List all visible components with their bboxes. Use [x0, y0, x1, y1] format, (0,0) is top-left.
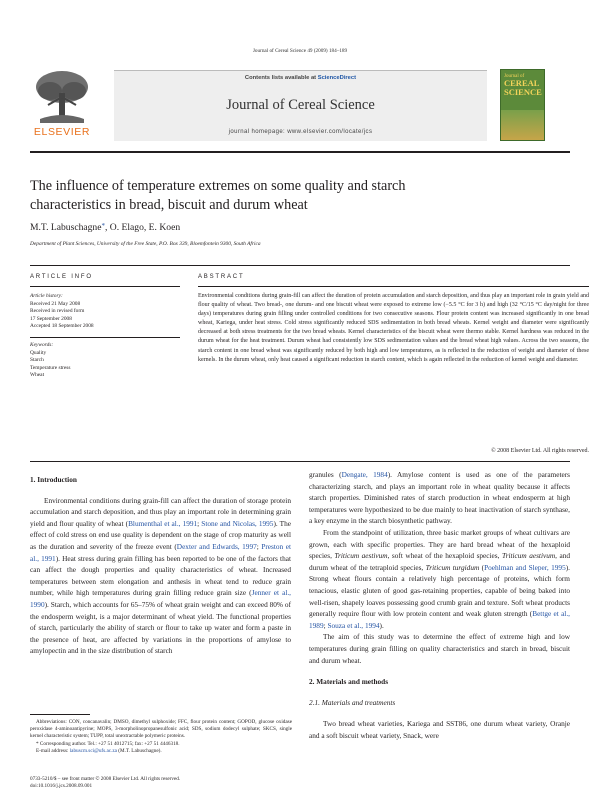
- citation-link[interactable]: Blumenthal et al., 1991: [128, 518, 198, 528]
- doi-line[interactable]: doi:10.1016/j.jcs.2008.09.001: [30, 783, 93, 790]
- history-line: Accepted 18 September 2008: [30, 323, 94, 330]
- citation-link[interactable]: Preston et al., 1991: [30, 541, 292, 563]
- body-column-right: [309, 469, 570, 741]
- cover-line-2: CEREAL: [504, 78, 540, 88]
- body-paragraph: From the standpoint of utilization, three basic market groups of wheat cultivars are grown, each with specific properties. They are hard bread wheat of the hexaploid species, Triticum aestivum, soft wheat of the hexaploid species, Triticum aestivum, and durum wheat of the tetraploid species, Triticum turgidum (Poehlman and Sleper, 1995). Strong wheat flours contain a relatively high percentage of proteins, which form tenacious, elastic gluten of good gas-retaining properties, capable of being baked into well-risen, shapely loaves possessing good crumb grain and texture. Soft wheat products generally require flour with low protein content and weak gluten strength (Bettge et al., 1989; Souza et al., 1994).: [309, 527, 571, 630]
- article-info: [30, 293, 180, 380]
- citation-link[interactable]: Jenner et al., 1990: [30, 588, 291, 609]
- citation-link[interactable]: Souza et al., 1994: [327, 620, 380, 630]
- journal-cover-image: [500, 69, 545, 141]
- citation-link[interactable]: Dexter and Edwards, 1997: [176, 541, 257, 551]
- subsection-heading: 2.1. Materials and treatments: [309, 697, 396, 707]
- citation-link[interactable]: Poehlman and Sleper, 1995: [484, 562, 566, 572]
- author-list: [30, 222, 180, 233]
- corresponding-author-mark[interactable]: *: [101, 222, 105, 230]
- issn-line: 0733-5210/$ – see front matter © 2008 Elsevier Ltd. All rights reserved.: [30, 776, 181, 782]
- abstract-bottom-rule: [30, 461, 570, 462]
- section-heading-methods: 2. Materials and methods: [309, 677, 389, 687]
- keywords-label: Keywords:: [30, 341, 54, 348]
- section-heading-introduction: 1. Introduction: [30, 475, 77, 484]
- citation-link[interactable]: Stone and Nicolas, 1995: [201, 518, 274, 528]
- affiliation: Department of Plant Sciences, University of the Free State, P.O. Box 339, Bloemfontein 9300, South Africa: [30, 241, 261, 247]
- cover-title: [504, 74, 541, 96]
- history-label: Article history:: [30, 293, 63, 299]
- footnotes: [30, 719, 292, 755]
- email-note: E-mail address: labuscm.sci@ufs.ac.za (M.T. Labuschagne).: [36, 747, 162, 754]
- body-paragraph: The aim of this study was to determine the effect of extreme high and low temperatures during grain filling on quality characteristics and starch in bread, biscuit and durum wheat.: [309, 632, 570, 665]
- keyword: Starch: [30, 357, 44, 364]
- title-line-1: The influence of temperature extremes on some quality and starch: [30, 178, 406, 194]
- abbreviations-note: Abbreviations: CON, concanavalin; DMSO, dimethyl sulphoxide; FFC, flour protein content; GOPOD, glucose oxidase peroxidase 4-aminoantipyrine; MOPS, 3-morpholinopropanesulfonic acid; SDS, sodium dodecyl sulphate; SKCS, single kernel characteristic system; TUPP, total unextractable polymeric proteins.: [30, 719, 292, 740]
- body-paragraph: Two bread wheat varieties, Kariega and SST86, one durum wheat variety, Oranje and a soft biscuit wheat variety, Snack, were: [309, 719, 570, 740]
- elsevier-logo: [30, 67, 94, 139]
- cover-wheat-graphic: [501, 110, 544, 140]
- sciencedirect-link[interactable]: ScienceDirect: [317, 75, 357, 81]
- journal-masthead: [114, 70, 487, 141]
- author-1: M.T. Labuschagne: [30, 222, 102, 233]
- cover-line-1: Journal of: [504, 74, 525, 79]
- header-divider: [30, 265, 570, 266]
- elsevier-wordmark: ELSEVIER: [33, 126, 91, 138]
- cover-line-3: SCIENCE: [504, 86, 542, 97]
- intro-paragraph: Environmental conditions during grain-fill can affect the duration of storage protein accumulation and starch deposition, and thus play an important role in determining grain yield and flour quality of wheat (Blumenthal et al., 1991; Stone and Nicolas, 1995). The effect of cold stress on end use quality is dependent on the stage of crop maturity as well as the duration and severity of the freeze event (Dexter and Edwards, 1997; Preston et al., 1991). Heat stress during grain filling has been reported to be one of the factors that can affect the dough properties and quality characteristics of wheat. Increased temperatures between stem elongation and anthesis in wheat tend to reduce grain number, while high temperatures during grain filling reduce grain size (Jenner et al., 1990). Starch, which accounts for 65–75% of wheat grain weight and can exceed 80% of the endosperm weight, is a major determinant of wheat yield. The functional properties of starch, particularly the ability of starch or flour to take up water and form a paste in the presence of heat, are affected by variations in the proportions of amylose to amylopectin and in the size distribution of starch: [30, 495, 292, 656]
- keyword: Temperature stress: [30, 364, 71, 371]
- keyword: Wheat: [30, 372, 45, 379]
- masthead-rule: [30, 151, 570, 153]
- keyword: Quality: [30, 349, 47, 356]
- homepage-link[interactable]: www.elsevier.com/locate/jcs: [287, 129, 373, 135]
- history-line: Received in revised form: [30, 308, 85, 315]
- keywords-rule: [30, 337, 180, 338]
- body-column-left: [30, 474, 291, 657]
- journal-title: Journal of Cereal Science: [226, 97, 375, 113]
- abstract-heading: ABSTRACT: [198, 274, 245, 280]
- abstract-text: Environmental conditions during grain-fill can affect the duration of protein accumulation and starch deposition, and thus play an important role in grain yield and flour quality of wheat. Two bread-, one durum- and one biscuit wheat were exposed to extreme low (−5.5 °C for 3 h) and high (32 °C/15 °C day/night for three days) temperatures during grain filling under controlled conditions for two consecutive seasons. Flour protein content was increased significantly in one bread wheat, Kariega, under heat stress. Cold stress significantly reduced SDS sedimentation in both bread wheats. Kernel weight and diameter were significantly decreased at both stress treatments for the two bread wheats. Kernel characteristics of the biscuit wheat were thermo stable. Kernel hardness was reduced in the durum wheat for the heat treatment. Durum wheat had consistently low SDS sedimentation values and the bread wheat high values. Across the two seasons, the starch content in one bread wheat was significantly reduced by both high and low temperatures, as is reflected in the reduction of weight and diameter of these kernels. In the durum wheat, only heat caused a significant reduction in starch content, which is again reflected in the reduction of kernel weight and diameter.: [198, 293, 589, 363]
- abstract-rule: [198, 286, 589, 287]
- journal-homepage: [114, 129, 487, 135]
- article-info-heading: ARTICLE INFO: [30, 274, 93, 280]
- citation-link[interactable]: Bettge et al., 1989: [309, 609, 570, 630]
- citation-link[interactable]: Dengate, 1984: [341, 470, 388, 479]
- abstract-copyright: © 2008 Elsevier Ltd. All rights reserved.: [491, 448, 589, 454]
- history-line: 17 September 2008: [30, 315, 72, 322]
- contents-prefix: Contents lists available at: [244, 75, 318, 81]
- title-line-2: characteristics in bread, biscuit and durum wheat: [30, 197, 308, 213]
- contents-line: [114, 75, 487, 81]
- email-link[interactable]: labuscm.sci@ufs.ac.za: [69, 747, 117, 754]
- history-line: Received 21 May 2008: [30, 300, 81, 307]
- corresponding-note: * Corresponding author. Tel.: +27 51 4012715; fax: +27 51 4446318.: [36, 740, 180, 747]
- footnote-rule: [30, 714, 90, 715]
- page-footer: [30, 776, 330, 790]
- other-authors: , O. Elago, E. Koen: [104, 222, 181, 233]
- article-info-rule: [30, 286, 180, 287]
- body-paragraph: granules (Dengate, 1984). Amylose content is used as one of the parameters characterizing starch, and plays an important role in wheat quality because it affects starch properties. Diminished rates of starch production in wheat endosperm at high temperatures were hypothesized to be due mainly to heat inactivation of starch synthase, a key enzyme in the starch biosynthetic pathway.: [309, 470, 571, 526]
- article-title: [30, 177, 570, 215]
- homepage-prefix: journal homepage:: [228, 129, 288, 135]
- running-header: Journal of Cereal Science 49 (2009) 184–189: [252, 48, 348, 54]
- tree-icon: [30, 67, 94, 125]
